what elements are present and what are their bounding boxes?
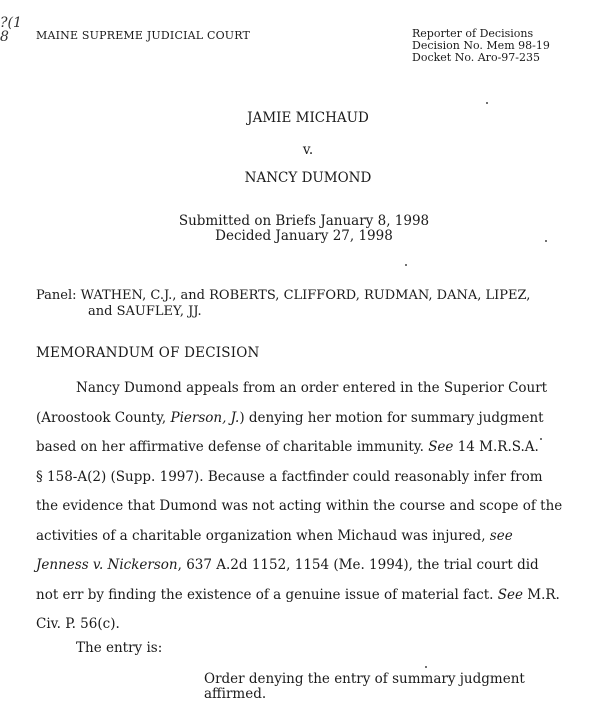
defendant-name: NANCY DUMOND	[244, 170, 372, 186]
panel-line-2: and SAUFLEY, JJ.	[88, 304, 202, 319]
body-line-4: § 158-A(2) (Supp. 1997). Because a factfinder could reasonably infer from	[36, 468, 543, 485]
body-line-5: the evidence that Dumond was not acting within the course and scope of the	[36, 498, 563, 514]
order-block	[204, 672, 525, 702]
body-line-6-a: activities of a charitable organization when Michaud was injured,	[36, 527, 490, 544]
scan-speck	[405, 264, 407, 266]
entry-label: The entry is:	[76, 640, 163, 656]
decision-number: Decision No. Mem 98-19	[412, 39, 550, 52]
body-line-2	[36, 404, 584, 434]
body-line-8-b: M.R.	[522, 586, 560, 603]
body-line-3	[36, 433, 584, 463]
dates-block	[0, 214, 608, 244]
reporter-title: Reporter of Decisions	[412, 27, 534, 40]
scan-speck	[486, 102, 488, 104]
body-line-7	[36, 551, 584, 581]
docket-number: Docket No. Aro-97-235	[412, 51, 540, 64]
body-line-8	[36, 581, 584, 611]
body-line-1: Nancy Dumond appeals from an order entered in the Superior Court	[76, 380, 548, 396]
decided-date: Decided January 27, 1998	[215, 228, 393, 244]
panel-block	[36, 288, 530, 320]
body-line-3-a: based on her affirmative defense of charitable immunity.	[36, 439, 429, 455]
body-line-2-a: (Aroostook County,	[36, 409, 171, 426]
scan-speck	[545, 240, 547, 242]
margin-handwriting-text: ?(1 8	[0, 15, 22, 45]
reporter-block	[412, 28, 550, 64]
order-line-1: Order denying the entry of summary judgment	[204, 671, 525, 687]
signal-see-2: see	[489, 527, 513, 544]
versus-label: v.	[302, 142, 314, 158]
case-citation: Jenness v. Nickerson	[36, 557, 178, 573]
signal-see-1: See	[428, 439, 454, 455]
body-line-7-b: , 637 A.2d 1152, 1154 (Me. 1994), the trial court did	[177, 557, 539, 573]
order-line-2: affirmed.	[204, 686, 267, 702]
submitted-date: Submitted on Briefs January 8, 1998	[178, 213, 430, 229]
body-line-3-b: 14 M.R.S.A.	[453, 439, 539, 455]
body-line-8-a: not err by finding the existence of a genuine issue of material fact.	[36, 586, 498, 603]
court-name: MAINE SUPREME JUDICIAL COURT	[36, 29, 251, 42]
body-line-9: Civ. P. 56(c).	[36, 616, 120, 632]
body-line-6	[36, 522, 584, 552]
body-line-2-b: ) denying her motion for summary judgment	[239, 409, 544, 426]
panel-line-1: Panel: WATHEN, C.J., and ROBERTS, CLIFFORD, RUDMAN, DANA, LIPEZ,	[36, 288, 531, 303]
judge-citation: Pierson, J.	[170, 409, 240, 426]
scan-speck	[540, 438, 542, 440]
signal-see-3: See	[497, 586, 523, 603]
scan-speck	[425, 666, 427, 668]
margin-handwriting	[0, 16, 22, 44]
opinion-body	[36, 374, 584, 640]
plaintiff-name: JAMIE MICHAUD	[247, 110, 369, 126]
memorandum-heading: MEMORANDUM OF DECISION	[36, 345, 260, 361]
